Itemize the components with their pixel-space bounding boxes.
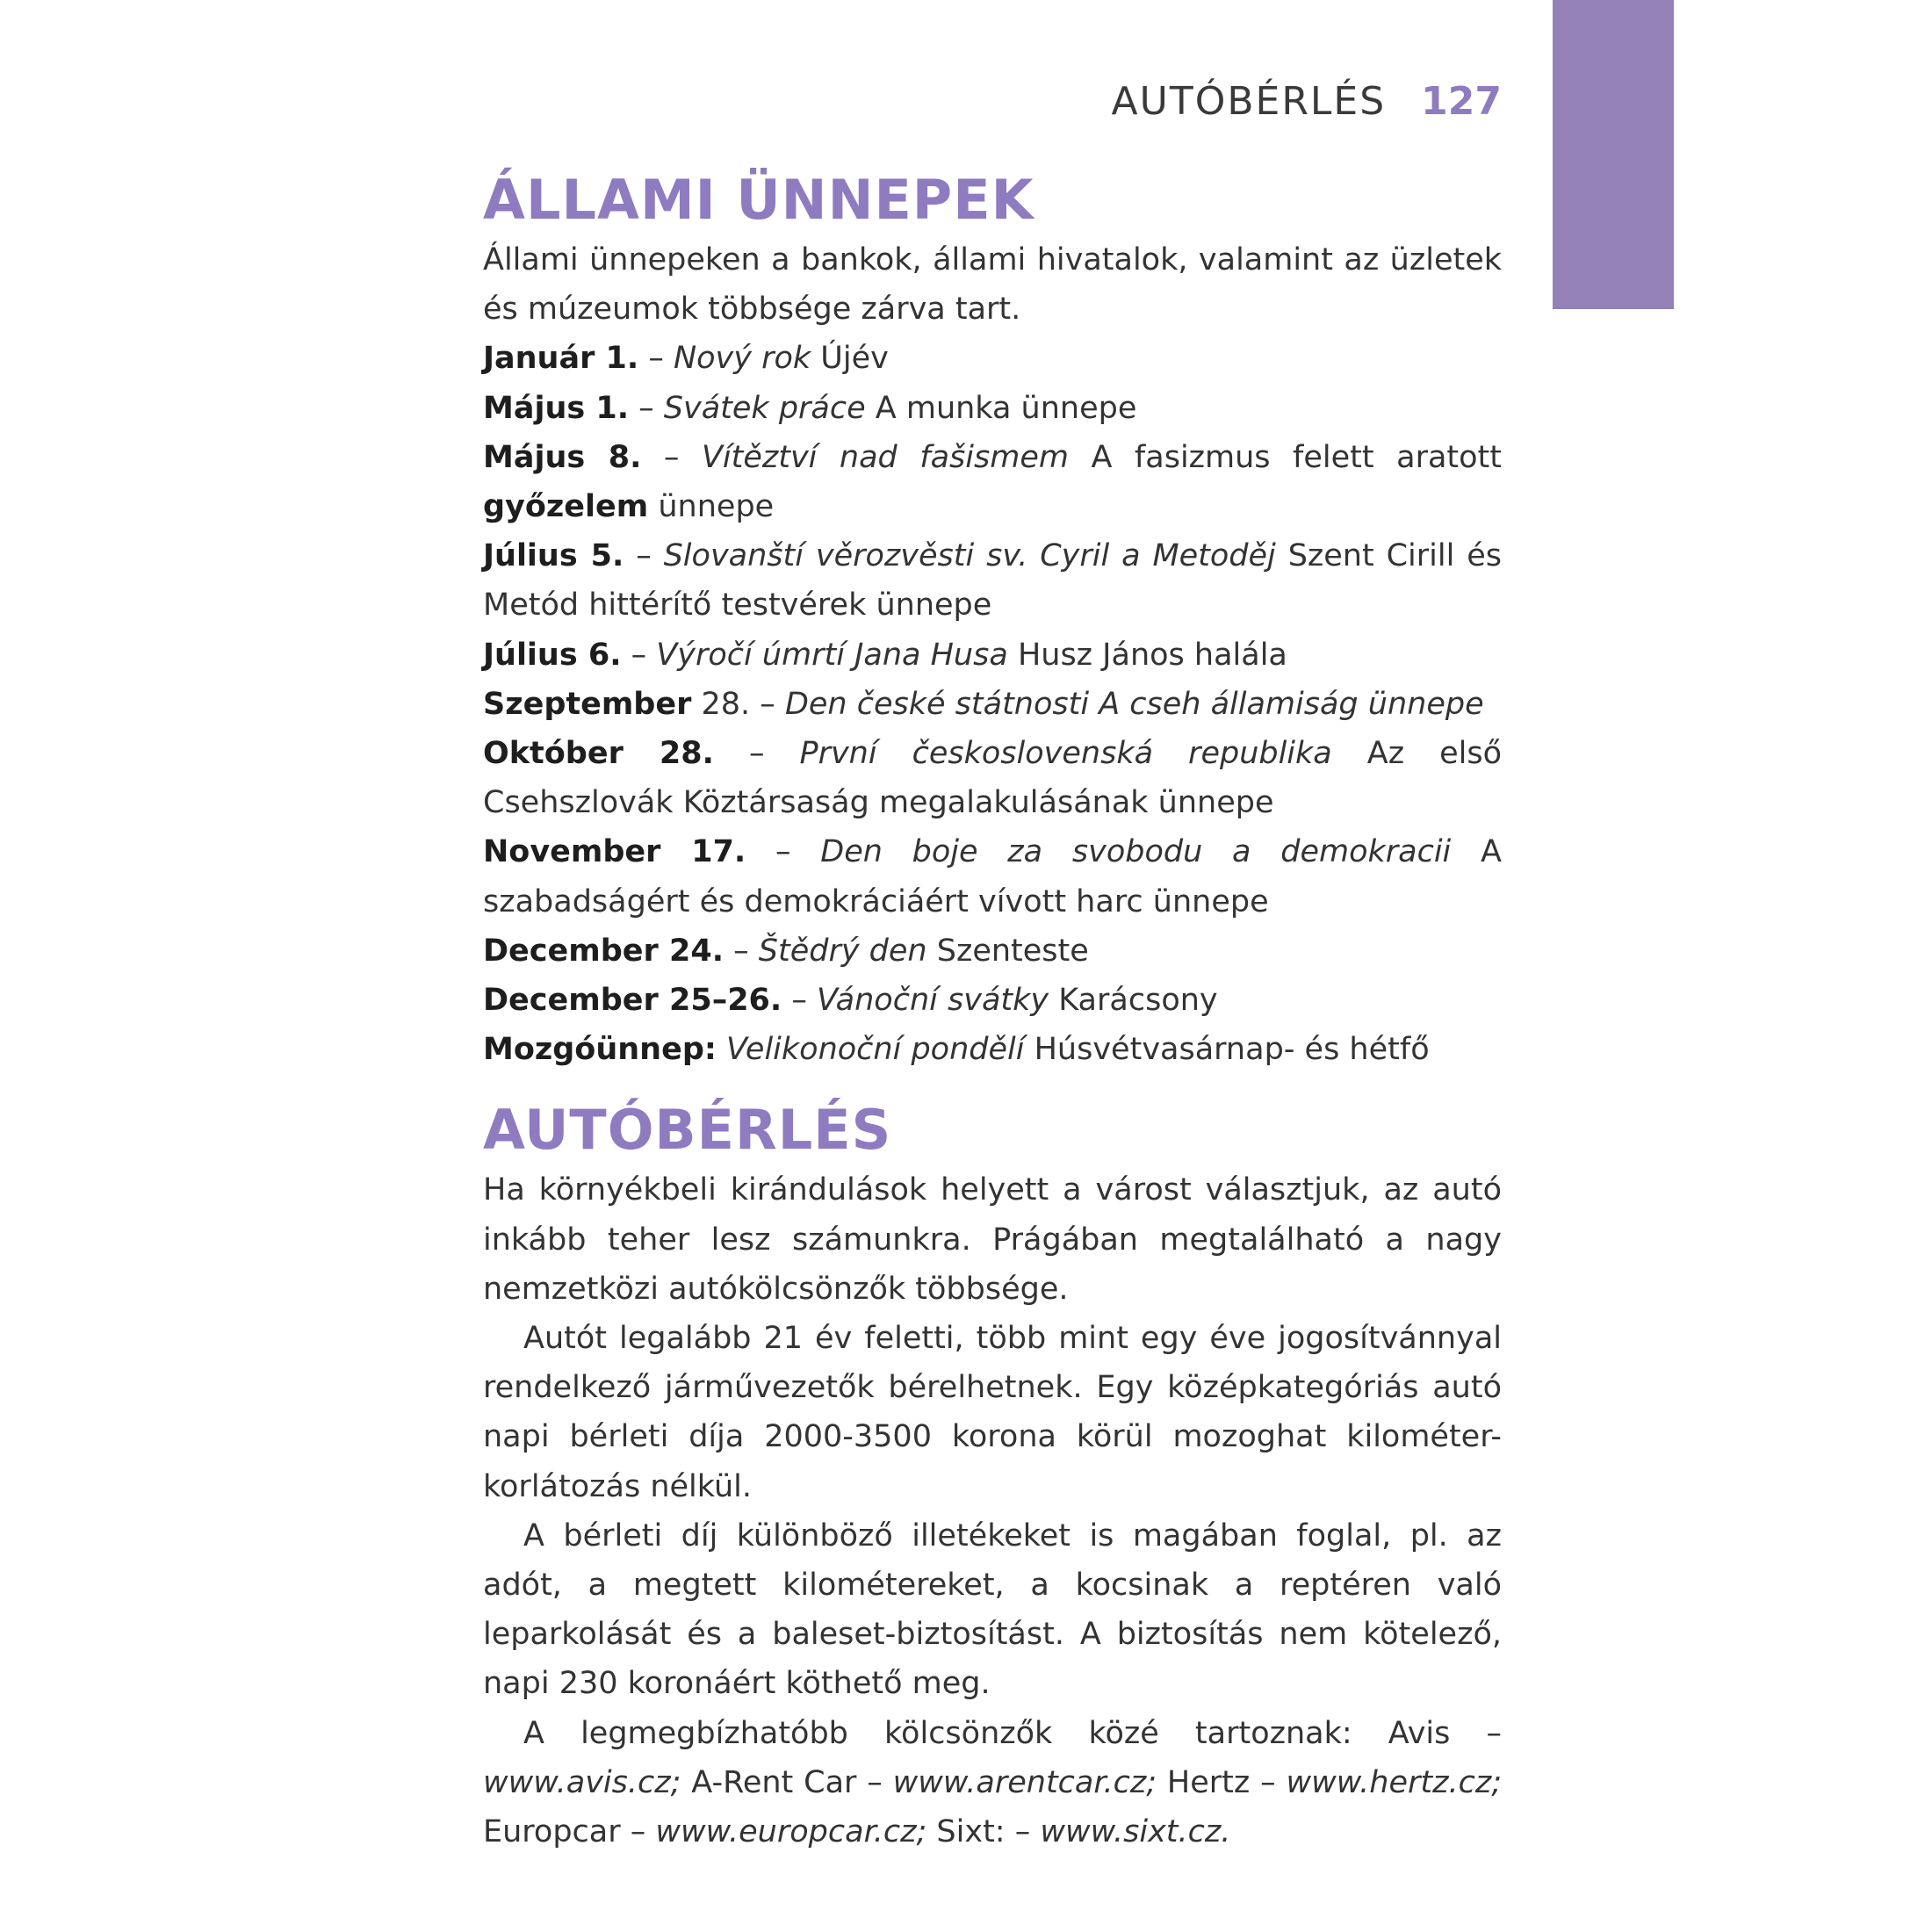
section-heading-car-rental: AUTÓBÉRLÉS (483, 1098, 892, 1163)
holiday-item (483, 926, 1502, 976)
hertz-label: Hertz – (1157, 1764, 1287, 1800)
holiday-hu-bold: győzelem (483, 489, 649, 525)
holiday-hu: A munka ünnepe (865, 390, 1137, 426)
holiday-czech: Výročí úmrtí Jana Husa (656, 637, 1008, 673)
sixt-label: Sixt: – (926, 1814, 1041, 1850)
holiday-hu: Szent Cirill és Metód hittérítő testvérek ünnepe (483, 538, 1502, 624)
holiday-czech: Vítěztví nad fašismem (701, 439, 1069, 475)
holiday-date: Január 1. (483, 341, 639, 377)
holiday-hu: Az első Csehszlovák Köztársaság megalakulásának ünnepe (483, 736, 1503, 821)
holiday-item (483, 680, 1502, 729)
holiday-sep: – (629, 390, 664, 426)
holiday-item (483, 334, 1502, 383)
page-number: 127 (1421, 79, 1502, 124)
holiday-sep: – (638, 341, 674, 377)
holiday-sep: – (713, 736, 800, 772)
holiday-czech: Svátek práce (663, 390, 866, 426)
car-rental-paragraph: Autót legalább 21 év feletti, több mint egy éve jogosítvánnyal rendelkező járművezetők bérelhetnek. Egy középkategóriás autó napi bérleti díja 2000-3500 korona körül mozoghat kilométer-korlátozás nélkül. (483, 1321, 1502, 1504)
car-rental-companies (483, 1709, 1502, 1857)
holiday-czech: Štědrý den (758, 933, 927, 969)
holiday-czech: Den české státnosti A cseh államiság ünnepe (784, 686, 1484, 722)
holiday-date: Július 6. (483, 637, 622, 673)
chapter-tab (1553, 0, 1674, 309)
holiday-item (483, 729, 1502, 827)
holiday-date: December 25–26. (483, 983, 782, 1019)
europcar-label: Europcar – (483, 1814, 656, 1850)
holiday-date: Május 1. (483, 390, 630, 426)
holiday-hu: Szenteste (926, 933, 1089, 969)
holiday-date: Október 28. (483, 736, 714, 772)
holiday-date: Mozgóünnep: (483, 1032, 717, 1068)
arent-label: A-Rent Car – (681, 1764, 893, 1800)
holiday-hu: Husz János halála (1007, 637, 1287, 673)
holiday-sep (717, 1032, 726, 1067)
holiday-czech: Vánoční svátky (816, 983, 1049, 1019)
holiday-sep: – (746, 834, 821, 870)
holiday-sep: – (782, 983, 817, 1019)
holiday-hu: Újév (811, 341, 889, 377)
holiday-date: Szeptember (483, 686, 692, 722)
holiday-sep: – (641, 439, 702, 475)
holiday-item (483, 433, 1502, 531)
holiday-sep: – (723, 933, 759, 969)
holiday-item (483, 531, 1502, 630)
holiday-item (483, 1025, 1502, 1074)
holiday-hu: A szabadságért és demokráciáért vívott harc ünnepe (483, 834, 1502, 919)
holiday-czech: Slovanští věrozvěsti sv. Cyril a Metoděj (663, 538, 1276, 574)
holiday-hu: A fasizmus felett aratott (1068, 439, 1502, 475)
holiday-czech: Nový rok (673, 341, 811, 377)
holiday-hu: ünnepe (648, 489, 775, 525)
holiday-hu: Karácsony (1049, 983, 1218, 1019)
holiday-date-rest: 28. (691, 686, 751, 722)
hertz-url: www.hertz.cz; (1286, 1764, 1502, 1800)
holiday-date: Május 8. (483, 439, 642, 475)
holiday-sep: – (624, 538, 664, 574)
text-column (483, 165, 1502, 1856)
section-heading-holidays: ÁLLAMI ÜNNEPEK (483, 168, 1034, 232)
holiday-sep: – (750, 686, 785, 722)
holiday-sep: – (621, 637, 657, 673)
companies-lead: A legmegbízhatóbb kölcsönzők közé tartoznak: Avis – (523, 1715, 1502, 1751)
europcar-url: www.europcar.cz; (655, 1814, 927, 1850)
holiday-item (483, 827, 1502, 926)
holiday-item (483, 976, 1502, 1025)
holiday-item (483, 384, 1502, 433)
car-rental-paragraph: Ha környékbeli kirándulások helyett a várost választjuk, az autó inkább teher lesz számunkra. Prágában megtalálható a nagy nemzetközi autókölcsönzők többsége. (483, 1172, 1502, 1307)
holiday-date: November 17. (483, 834, 746, 870)
holiday-date: Július 5. (483, 538, 624, 574)
car-rental-paragraph: A bérleti díj különböző illetékeket is magában foglal, pl. az adót, a megtett kilométereket, a kocsinak a reptéren való leparkolását és a baleset-biztosítást. A biztosítás nem kötelező, napi 230 koronáért köthető meg. (483, 1517, 1502, 1702)
avis-url: www.avis.cz; (483, 1764, 681, 1800)
holiday-czech: Velikonoční pondělí (726, 1032, 1025, 1068)
holiday-hu: Húsvétvasárnap- és hétfő (1024, 1032, 1430, 1068)
holidays-intro: Állami ünnepeken a bankok, állami hivatalok, valamint az üzletek és múzeumok többsége zárva tart. (483, 242, 1502, 328)
running-head-title: AUTÓBÉRLÉS (1111, 79, 1387, 124)
holiday-item (483, 631, 1502, 680)
holiday-czech: Den boje za svobodu a demokracii (820, 834, 1452, 870)
running-head (483, 79, 1502, 124)
sixt-url: www.sixt.cz. (1040, 1814, 1231, 1850)
holiday-czech: První československá republika (799, 736, 1332, 772)
holiday-date: December 24. (483, 933, 724, 969)
arent-url: www.arentcar.cz; (892, 1764, 1157, 1800)
